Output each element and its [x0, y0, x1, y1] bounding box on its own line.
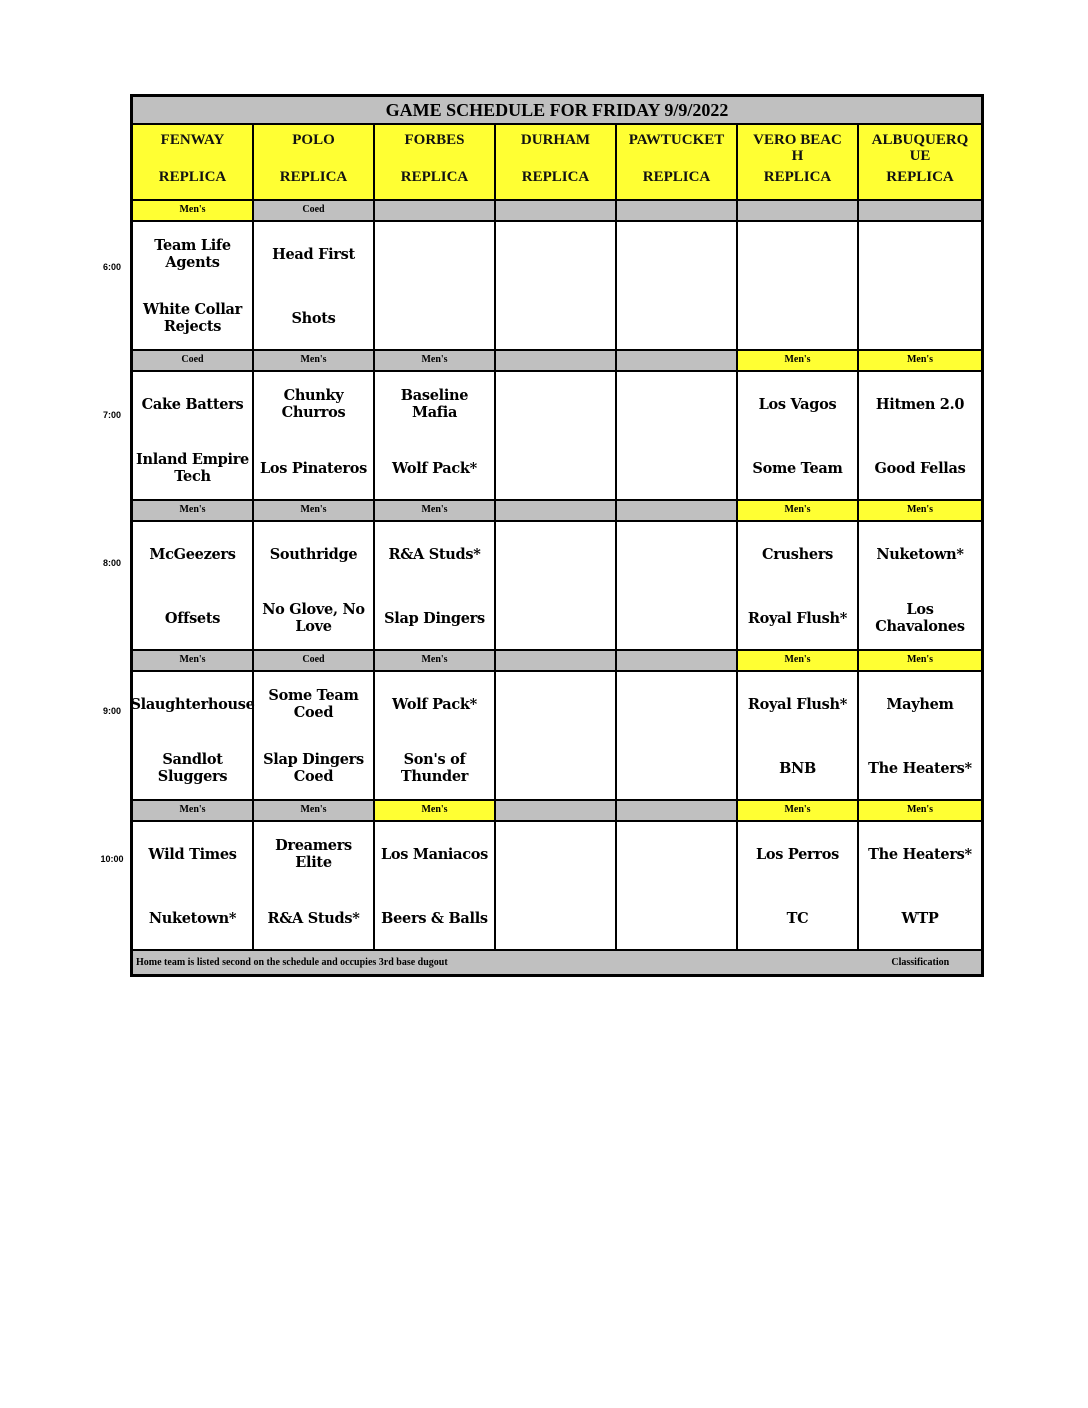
away-team	[618, 684, 735, 724]
field-name: POLO	[292, 132, 335, 148]
footer-row	[133, 951, 981, 974]
schedule-table	[130, 94, 984, 977]
game-cell	[375, 372, 496, 499]
game-cell	[133, 222, 254, 349]
away-team: McGeezers	[149, 545, 236, 563]
classification-cell: Men's	[738, 651, 859, 670]
classification-cell: Men's	[133, 651, 254, 670]
away-team	[497, 234, 614, 274]
home-team: R&A Studs*	[267, 909, 360, 927]
away-team: Southridge	[269, 545, 358, 563]
away-team: Some Team Coed	[268, 687, 359, 721]
home-team: TC	[786, 909, 809, 927]
away-team	[376, 234, 493, 274]
classification-cell: Men's	[375, 801, 496, 820]
home-team: Sandlot Sluggers	[157, 751, 228, 785]
game-cell	[738, 822, 859, 949]
away-team	[860, 234, 980, 274]
classification-cell	[617, 351, 738, 370]
time-label: 7:00	[102, 410, 121, 420]
home-team: Son's of Thunder	[400, 751, 469, 785]
game-cell	[496, 222, 617, 349]
classification-legend: Classification	[891, 957, 950, 968]
classification-cell	[859, 201, 981, 220]
game-cell	[738, 372, 859, 499]
home-team	[497, 898, 614, 938]
classification-cell	[738, 201, 859, 220]
game-cell	[375, 522, 496, 649]
away-team: Los Vagos	[758, 395, 837, 413]
home-team: White Collar Rejects	[143, 301, 242, 335]
classification-cell: Coed	[254, 201, 375, 220]
game-cell	[859, 822, 981, 949]
classification-cell: Men's	[859, 801, 981, 820]
away-team	[497, 534, 614, 574]
classification-cell: Men's	[859, 651, 981, 670]
home-team	[497, 298, 614, 338]
schedule-title: GAME SCHEDULE FOR FRIDAY 9/9/2022	[133, 97, 981, 125]
field-subtitle: REPLICA	[279, 169, 348, 185]
field-name: ALBUQUERQUE	[871, 132, 969, 164]
home-team: Offsets	[164, 609, 221, 627]
away-team: Crushers	[761, 545, 834, 563]
classification-cell: Men's	[859, 351, 981, 370]
field-subtitle: REPLICA	[642, 169, 711, 185]
game-cell	[617, 222, 738, 349]
classification-row	[133, 501, 981, 522]
classification-row	[133, 801, 981, 822]
home-team	[618, 898, 735, 938]
game-cell	[375, 822, 496, 949]
classification-cell: Men's	[133, 201, 254, 220]
game-cell	[617, 822, 738, 949]
game-cell	[496, 522, 617, 649]
away-team: R&A Studs*	[388, 545, 481, 563]
away-team: Chunky Churros	[281, 387, 346, 421]
away-team: Royal Flush*	[747, 695, 848, 713]
away-team	[739, 234, 856, 274]
away-team: Head First	[272, 245, 355, 263]
game-cell	[254, 222, 375, 349]
game-cell	[133, 522, 254, 649]
home-team: Wolf Pack*	[392, 459, 477, 477]
field-name: VERO BEACH	[753, 132, 842, 164]
game-slot-row	[133, 372, 981, 501]
away-team	[618, 234, 735, 274]
away-team: Los Maniacos	[380, 845, 489, 863]
classification-cell	[496, 801, 617, 820]
game-cell	[375, 672, 496, 799]
classification-cell: Coed	[254, 651, 375, 670]
home-team	[497, 448, 614, 488]
away-team	[618, 534, 735, 574]
field-header-polo	[254, 125, 375, 199]
away-team: Nuketown*	[876, 545, 964, 563]
field-subtitle: REPLICA	[763, 169, 832, 185]
classification-cell: Men's	[133, 801, 254, 820]
game-cell	[254, 372, 375, 499]
home-team: Nuketown*	[148, 909, 237, 927]
game-cell	[617, 672, 738, 799]
classification-cell: Men's	[254, 501, 375, 520]
classification-cell: Coed	[133, 351, 254, 370]
home-team: Los Pinateros	[260, 459, 367, 477]
home-team: Los Chavalones	[875, 601, 965, 635]
home-team-note: Home team is listed second on the schedule and occupies 3rd base dugout	[136, 957, 448, 968]
home-team: Royal Flush*	[747, 609, 848, 627]
classification-cell: Men's	[738, 501, 859, 520]
home-team: Shots	[291, 309, 336, 327]
home-team	[618, 448, 735, 488]
game-cell	[254, 522, 375, 649]
away-team	[618, 384, 735, 424]
away-team: Slaughterhouse	[130, 695, 255, 713]
game-cell	[617, 372, 738, 499]
game-cell	[859, 222, 981, 349]
classification-row	[133, 201, 981, 222]
game-slot-row	[133, 222, 981, 351]
away-team: The Heaters*	[868, 845, 972, 863]
field-subtitle: REPLICA	[521, 169, 590, 185]
classification-cell: Men's	[375, 651, 496, 670]
classification-cell: Men's	[375, 351, 496, 370]
home-team: BNB	[779, 759, 816, 777]
classification-cell: Men's	[133, 501, 254, 520]
classification-cell: Men's	[738, 351, 859, 370]
game-cell	[496, 672, 617, 799]
game-cell	[738, 222, 859, 349]
game-cell	[738, 672, 859, 799]
home-team	[618, 598, 735, 638]
game-cell	[130, 672, 255, 799]
game-cell	[859, 672, 981, 799]
home-team	[497, 598, 614, 638]
field-name: FORBES	[404, 132, 465, 148]
home-team: WTP	[901, 909, 939, 927]
classification-cell: Men's	[859, 501, 981, 520]
game-cell	[254, 822, 375, 949]
game-slot-row	[130, 672, 981, 801]
game-cell	[738, 522, 859, 649]
field-header-durham	[496, 125, 617, 199]
home-team: Some Team	[752, 459, 843, 477]
classification-cell	[375, 201, 496, 220]
classification-row	[133, 351, 981, 372]
time-label: 6:00	[102, 262, 121, 272]
away-team: Wolf Pack*	[392, 695, 477, 713]
away-team	[618, 834, 735, 874]
away-team: Team Life Agents	[154, 237, 231, 271]
classification-cell: Men's	[254, 801, 375, 820]
classification-cell	[496, 651, 617, 670]
away-team: Los Perros	[756, 845, 839, 863]
game-cell	[859, 372, 981, 499]
home-team: No Glove, No Love	[262, 601, 365, 635]
away-team: Baseline Mafia	[400, 387, 469, 421]
home-team: Inland Empire Tech	[136, 451, 249, 485]
game-cell	[617, 522, 738, 649]
home-team	[618, 748, 735, 788]
game-slot-row	[133, 522, 981, 651]
home-team	[860, 298, 980, 338]
game-cell	[133, 372, 254, 499]
game-cell	[254, 672, 375, 799]
classification-cell	[617, 501, 738, 520]
classification-cell	[496, 351, 617, 370]
time-label: 10:00	[100, 854, 124, 864]
home-team: Slap Dingers Coed	[263, 751, 364, 785]
time-label: 9:00	[102, 706, 121, 716]
field-name: PAWTUCKET	[628, 132, 725, 148]
home-team: Slap Dingers	[384, 609, 485, 627]
field-name: DURHAM	[520, 132, 591, 148]
field-header-pawtucket	[617, 125, 738, 199]
field-header-vero-beach	[738, 125, 859, 199]
classification-cell	[617, 201, 738, 220]
home-team: Good Fellas	[874, 459, 966, 477]
away-team	[497, 834, 614, 874]
classification-cell	[496, 201, 617, 220]
field-name: FENWAY	[160, 132, 225, 148]
away-team: Cake Batters	[141, 395, 244, 413]
classification-cell: Men's	[738, 801, 859, 820]
field-header-forbes	[375, 125, 496, 199]
time-label: 8:00	[102, 558, 121, 568]
home-team: Beers & Balls	[381, 909, 488, 927]
field-header-row	[133, 125, 981, 201]
game-slot-row	[133, 822, 981, 951]
classification-cell: Men's	[375, 501, 496, 520]
field-subtitle: REPLICA	[158, 169, 227, 185]
classification-cell	[617, 651, 738, 670]
away-team: Dreamers Elite	[275, 837, 352, 871]
field-header-fenway	[133, 125, 254, 199]
field-subtitle: REPLICA	[400, 169, 469, 185]
classification-row	[133, 651, 981, 672]
away-team	[497, 384, 614, 424]
classification-cell	[496, 501, 617, 520]
away-team: Hitmen 2.0	[875, 395, 965, 413]
home-team	[497, 748, 614, 788]
game-cell	[133, 822, 254, 949]
game-cell	[859, 522, 981, 649]
classification-cell	[617, 801, 738, 820]
classification-cell: Men's	[254, 351, 375, 370]
home-team	[376, 298, 493, 338]
home-team	[739, 298, 856, 338]
game-cell	[375, 222, 496, 349]
field-subtitle: REPLICA	[886, 169, 954, 185]
home-team	[618, 298, 735, 338]
home-team: The Heaters*	[868, 759, 972, 777]
away-team: Wild Times	[148, 845, 237, 863]
away-team: Mayhem	[886, 695, 954, 713]
game-cell	[496, 372, 617, 499]
away-team	[497, 684, 614, 724]
game-cell	[496, 822, 617, 949]
field-header-albuquerque	[859, 125, 981, 199]
